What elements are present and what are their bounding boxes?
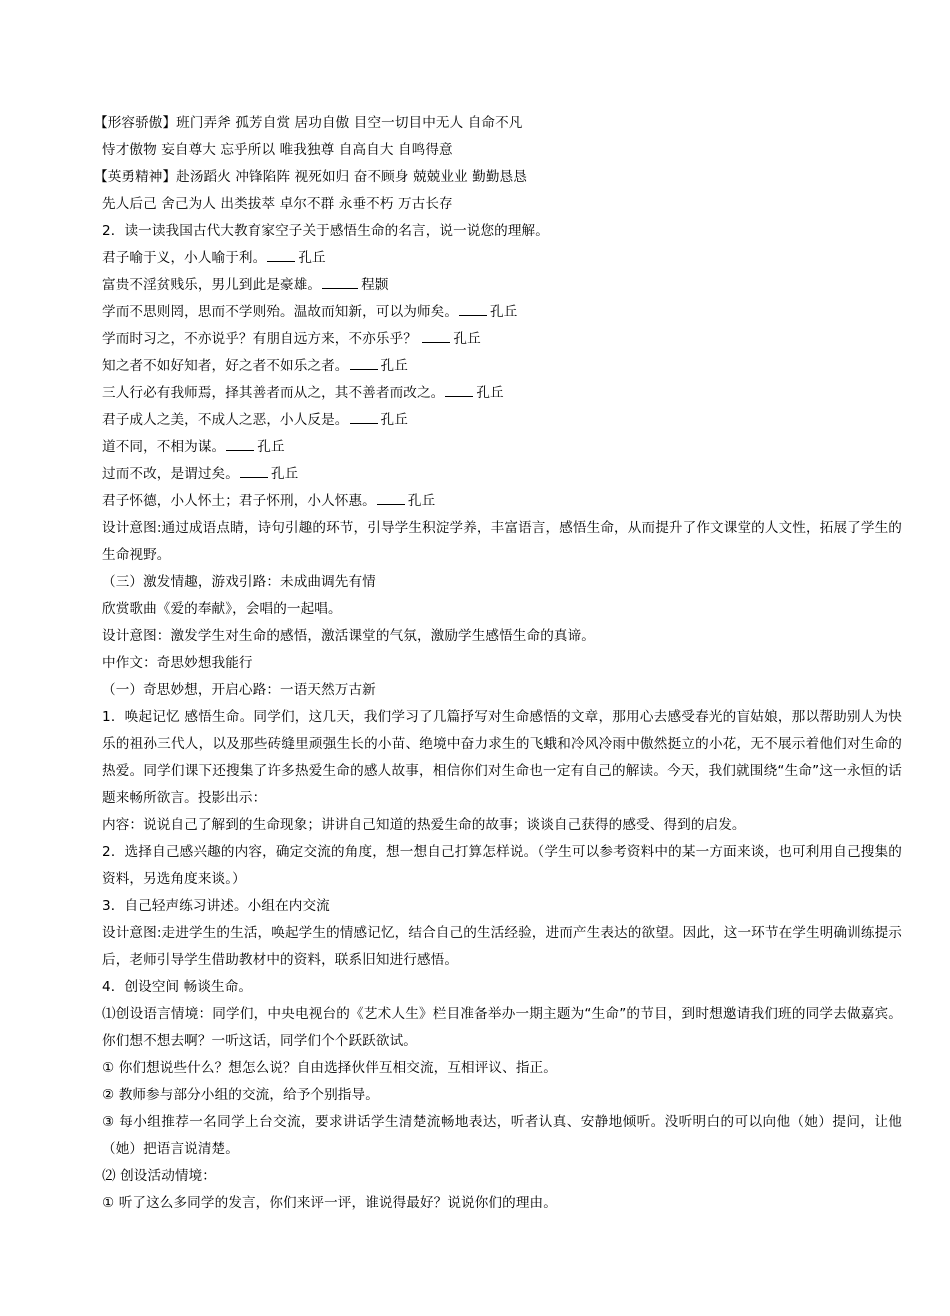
answer-blank (350, 355, 378, 370)
answer-blank (377, 490, 405, 505)
activity-situation-heading: ⑵ 创设活动情境： (102, 1168, 216, 1184)
quote-line: 学而时习之，不亦说乎？有朋自远方来，不亦乐乎？ 孔丘 (88, 326, 902, 353)
design-intent-2: 设计意图：激发学生对生命的感悟，激活课堂的气氛，激励学生感悟生命的真谛。 (102, 628, 595, 644)
answer-blank (322, 274, 358, 289)
answer-blank (240, 463, 268, 478)
list-item-2: ② 教师参与部分小组的交流，给予个别指导。 (102, 1087, 379, 1103)
answer-blank (350, 409, 378, 424)
quote-line: 道不同，不相为谋。 孔丘 (88, 434, 902, 461)
quote-line: 三人行必有我师焉，择其善者而从之，其不善者而改之。 孔丘 (88, 380, 902, 407)
document-page (88, 110, 902, 1217)
quote-line: 君子成人之美，不成人之恶，小人反是。 孔丘 (88, 407, 902, 434)
answer-blank (459, 301, 487, 316)
idiom-line-4: 先人后己 舍己为人 出类拔萃 卓尔不群 永垂不朽 万古长存 (102, 196, 453, 212)
quote-line: 过而不改，是谓过矣。 孔丘 (88, 461, 902, 488)
step-1-paragraph: 1．唤起记忆 感悟生命。同学们，这几天，我们学习了几篇抒写对生命感悟的文章，那用心去感受春光的盲姑娘，那以帮助别人为快乐的祖孙三代人，以及那些砖缝里顽强生长的小苗、绝境中奋力求生的飞蛾和冷风冷雨中傲然挺立的小花，无不展示着他们对生命的热爱。同学们课下还搜集了许多热爱生命的感人故事，相信你们对生命也一定有自己的解读。今天，我们就围绕“生命”这一永恒的话题来畅所欲言。投影出示： (102, 709, 902, 806)
quote-line: 知之者不如好知者，好之者不如乐之者。 孔丘 (88, 353, 902, 380)
design-intent-1: 设计意图:通过成语点睛，诗句引趣的环节，引导学生积淀学养，丰富语言，感悟生命，从而提升了作文课堂的人文性，拓展了学生的生命视野。 (102, 520, 902, 563)
list-item-1: ① 你们想说些什么？想怎么说？自由选择伙伴互相交流，互相评议、指正。 (102, 1060, 557, 1076)
quote-line: 富贵不淫贫贱乐，男儿到此是豪雄。 程颢 (88, 272, 902, 299)
answer-blank (226, 436, 254, 451)
task-heading-2: 2．读一读我国古代大教育家空子关于感悟生命的名言，说一说您的理解。 (102, 223, 549, 239)
step-4-heading: 4．创设空间 畅谈生命。 (102, 979, 253, 995)
answer-blank (445, 382, 473, 397)
section-heading-1: （一）奇思妙想，开启心路：一语天然万古新 (102, 682, 376, 698)
idiom-line-1: 【形容骄傲】班门弄斧 孤芳自赏 居功自傲 目空一切目中无人 自命不凡 (94, 115, 523, 131)
list-item-4: ① 听了这么多同学的发言，你们来评一评，谁说得最好？说说你们的理由。 (102, 1195, 557, 1211)
step-3-paragraph: 3．自己轻声练习讲述。小组在内交流 (102, 898, 330, 914)
song-instruction: 欣赏歌曲《爱的奉献》，会唱的一起唱。 (102, 601, 342, 617)
quote-line: 君子怀德，小人怀土；君子怀刑，小人怀惠。 孔丘 (88, 488, 902, 515)
idiom-line-3: 【英勇精神】赴汤蹈火 冲锋陷阵 视死如归 奋不顾身 兢兢业业 勤勤恳恳 (94, 169, 527, 185)
body-section (88, 515, 902, 1217)
quotes-section (88, 245, 902, 515)
list-item-3: ③ 每小组推荐一名同学上台交流，要求讲话学生清楚流畅地表达，听者认真、安静地倾听。没听明白的可以向他（她）提问，让他（她）把语言说清楚。 (102, 1114, 902, 1157)
content-paragraph: 内容：说说自己了解到的生命现象；讲讲自己知道的热爱生命的故事；谈谈自己获得的感受、得到的启发。 (102, 817, 746, 833)
answer-blank (422, 328, 450, 343)
part-heading: 中作文：奇思妙想我能行 (102, 655, 253, 671)
idiom-section (88, 110, 902, 245)
quote-line: 学而不思则罔，思而不学则殆。温故而知新，可以为师矣。 孔丘 (88, 299, 902, 326)
step-2-paragraph: 2．选择自己感兴趣的内容，确定交流的角度，想一想自己打算怎样说。（学生可以参考资料中的某一方面来谈，也可利用自己搜集的资料，另选角度来谈。） (102, 844, 902, 887)
language-situation-paragraph: ⑴创设语言情境：同学们，中央电视台的《艺术人生》栏目准备举办一期主题为“生命”的节目，到时想邀请我们班的同学去做嘉宾。你们想不想去啊？一听这话，同学们个个跃跃欲试。 (102, 1006, 902, 1049)
section-heading-3: （三）激发情趣，游戏引路：未成曲调先有情 (102, 574, 376, 590)
idiom-line-2: 恃才傲物 妄自尊大 忘乎所以 唯我独尊 自高自大 自鸣得意 (102, 142, 453, 158)
answer-blank (267, 247, 295, 262)
design-intent-3: 设计意图:走进学生的生活，唤起学生的情感记忆，结合自己的生活经验，进而产生表达的欲望。因此，这一环节在学生明确训练提示后，老师引导学生借助教材中的资料，联系旧知进行感悟。 (102, 925, 902, 968)
quote-line: 君子喻于义，小人喻于利。 孔丘 (88, 245, 902, 272)
